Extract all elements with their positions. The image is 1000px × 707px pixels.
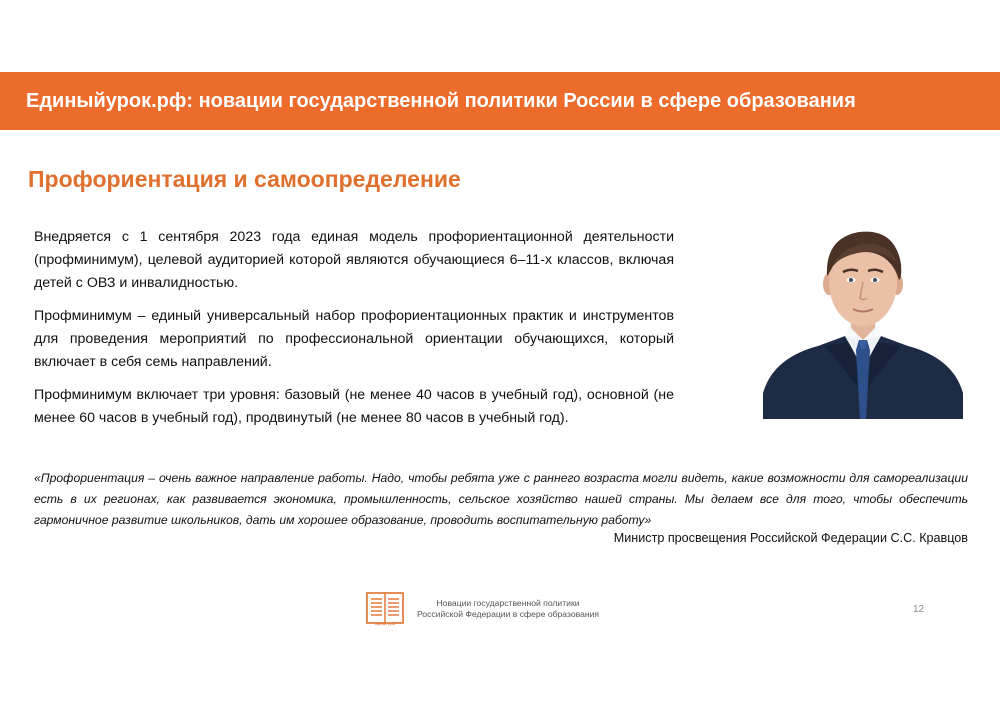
header-title: Единыйурок.рф: новации государственной политики России в сфере образования — [26, 90, 856, 112]
header-banner — [0, 72, 1000, 130]
footer-caption-line: Новации государственной политики — [436, 598, 580, 608]
footer-caption — [410, 598, 606, 620]
paragraph: Внедряется с 1 сентября 2023 года единая модель профориентационной деятельности (профминимум), целевой аудиторией которой являются обучающиеся 6–11-х классов, включая детей с ОВЗ и инвалидностью. — [34, 229, 674, 291]
page-number: 12 — [913, 604, 925, 615]
minister-portrait — [763, 218, 963, 419]
section-title: Профориентация и самоопределение — [28, 166, 461, 192]
portrait-illustration — [763, 218, 963, 419]
footer-caption-line: Российской Федерации в сфере образования — [416, 609, 600, 619]
quote-attribution: Министр просвещения Российской Федерации С.С. Кравцов — [613, 531, 968, 545]
footer-logo-caption: единый урок — [374, 622, 396, 626]
book-icon — [366, 591, 404, 625]
paragraph: Профминимум – единый универсальный набор профориентационных практик и инструментов для проведения мероприятий по профессиональной ориентации обучающихся, который включает в себя семь направлений. — [34, 308, 674, 370]
paragraph: Профминимум включает три уровня: базовый (не менее 40 часов в учебный год), основной (не менее 60 часов в учебный год), продвинутый (не менее 80 часов в учебный год). — [34, 387, 674, 426]
body-text — [34, 226, 674, 440]
minister-quote: «Профориентация – очень важное направление работы. Надо, чтобы ребята уже с раннего возраста могли видеть, какие возможности для самореализации есть в их регионах, как развивается экономика, промышленность, сельское хозяйство нашей страны. Мы делаем все для того, чтобы обеспечить гармоничное развитие школьников, дать им хорошее образование, проводить воспитательную работу» — [34, 471, 968, 527]
